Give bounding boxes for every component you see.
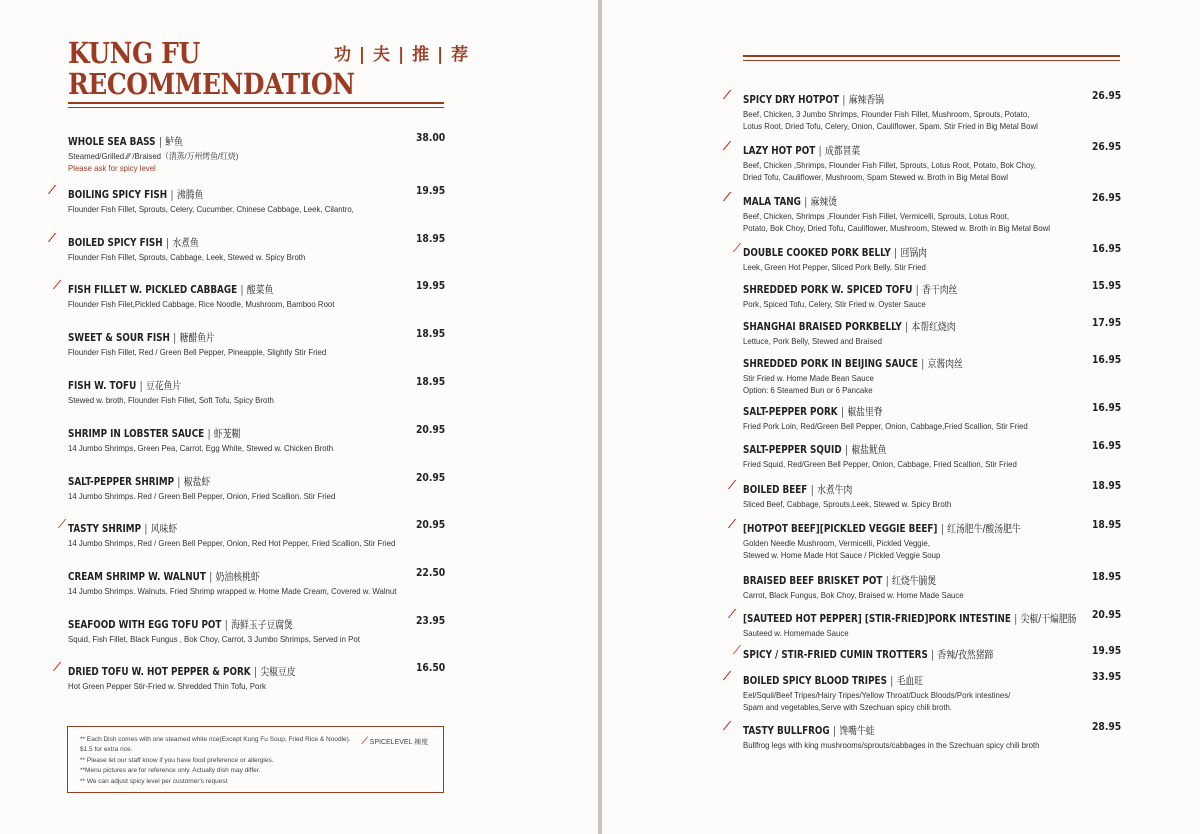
menu-item-name-english: [SAUTEED HOT PEPPER] [STIR-FRIED]PORK INTESTINE <box>743 613 1011 625</box>
menu-item-name-chinese: 水煮牛肉 <box>817 484 853 496</box>
menu-item-price: 26.95 <box>1092 192 1122 204</box>
title-line-1: KUNG FU <box>68 36 200 70</box>
menu-item <box>68 615 385 645</box>
menu-item <box>731 478 969 510</box>
menu-item-description: Squid, Fish Fillet, Black Fungus , Bok Choy, Carrot, 3 Jumbo Shrimps, Served in Pot <box>68 634 360 644</box>
menu-item-name <box>68 664 296 679</box>
separator: | <box>177 476 181 488</box>
separator: | <box>885 575 889 587</box>
menu-item-price: 20.95 <box>416 519 446 531</box>
menu-item-name <box>743 92 884 107</box>
menu-item-description: 14 Jumbo Shrimps. Red / Green Bell Pepper, Onion, Fried Scallion. Stir Fried <box>68 491 336 501</box>
menu-item <box>68 132 253 174</box>
menu-item-name-chinese: 麻辣香锅 <box>848 94 884 106</box>
menu-item-name-english: [HOTPOT BEEF][PICKLED VEGGIE BEEF] <box>743 523 938 535</box>
separator: | <box>144 523 148 535</box>
menu-item-name-chinese: 虾茏糊 <box>213 428 241 440</box>
menu-item-name-chinese: 水煮鱼 <box>172 237 199 249</box>
menu-item-name-english: BOILED SPICY BLOOD TRIPES <box>743 675 887 687</box>
menu-item <box>743 280 998 310</box>
menu-item-name-english: SALT-PEPPER PORK <box>743 406 838 418</box>
menu-item-description: Option: 6 Steamed Bun or 6 Pancake <box>743 385 873 395</box>
separator: | <box>254 666 257 678</box>
menu-item <box>68 472 359 502</box>
menu-item <box>56 278 358 310</box>
menu-item <box>743 354 1005 396</box>
menu-item <box>51 231 326 263</box>
menu-item-description: Bullfrog legs with king mushrooms/sprouts/cabbages in the Szechuan spicy chili broth <box>743 740 1040 750</box>
menu-item-name-english: SHREDDED PORK IN BEIJING SAUCE <box>743 358 918 370</box>
menu-item-name <box>68 474 210 489</box>
menu-item-description: Beef, Chicken, Shrimps ,Flounder Fish Fillet, Vermicelli, Sprouts, Lotus Root, <box>743 211 1009 221</box>
menu-item-name-chinese: 尖椒/干煸肥肠 <box>1020 613 1077 625</box>
menu-item-description: Sliced Beef, Cabbage, Sprouts,Leek, Stewed w. Spicy Broth <box>743 499 952 509</box>
separator: | <box>810 484 814 496</box>
menu-item-name-english: TASTY BULLFROG <box>743 725 830 737</box>
menu-item <box>726 719 1065 751</box>
top-rule-thin <box>743 60 1120 61</box>
separator: | <box>915 284 919 296</box>
menu-item-price: 18.95 <box>1092 519 1122 531</box>
menu-item-name-chinese: 海鲜玉子豆腐煲 <box>231 619 293 631</box>
menu-item-name-english: SHREDDED PORK W. SPICED TOFU <box>743 284 913 296</box>
menu-item-price: 33.95 <box>1092 671 1122 683</box>
menu-item <box>726 139 1061 183</box>
menu-item-name-english: SPICY DRY HOTPOT <box>743 94 839 106</box>
menu-item-price: 18.95 <box>416 233 446 245</box>
menu-item-description: Dried Tofu, Cauliflower, Mushroom, Spam Stewed w. Broth in Big Metal Bowl <box>743 172 1008 182</box>
menu-item-name <box>743 282 957 297</box>
menu-item-description: Hot Green Pepper Stir-Fried w. Shredded Thin Tofu, Pork <box>68 681 266 691</box>
menu-item-price: 26.95 <box>1092 90 1122 102</box>
menu-item-name-chinese: 奶油核桃虾 <box>215 571 260 583</box>
menu-item-price: 20.95 <box>416 424 446 436</box>
menu-item-description: Flounder Fish Fillet, Red / Green Bell Pepper, Pineapple, Slightly Stir Fried <box>68 347 327 357</box>
menu-item-name <box>68 521 177 536</box>
menu-item-name-chinese: 成都冒菜 <box>824 145 861 157</box>
separator: | <box>209 571 213 583</box>
menu-item-description: Potato, Bok Choy, Dried Tofu, Cauliflower, Mushroom, Stewed w. Broth in Big Metal Bowl <box>743 223 1051 233</box>
menu-item <box>726 88 1063 132</box>
menu-item-name-english: SALT-PEPPER SHRIMP <box>68 476 175 488</box>
menu-item-name <box>743 573 936 588</box>
menu-item-name-english: BOILED SPICY FISH <box>68 237 163 249</box>
menu-item-name-english: SWEET & SOUR FISH <box>68 332 170 344</box>
menu-item <box>61 517 424 549</box>
menu-item-description: Spam and vegetables,Serve with Szechuan spicy chili broth. <box>743 702 953 712</box>
menu-item-name-chinese: 豆花鱼片 <box>145 380 182 392</box>
menu-item-description: Stir Fried w. Home Made Bean Sauce <box>743 373 874 383</box>
menu-item-name-chinese: 沸腾鱼 <box>176 189 204 201</box>
menu-item-description: Eel/Squil/Beef Tripes/Hairy Tripes/Yellow Throat/Duck Bloods/Pork intestines/ <box>743 690 1011 700</box>
menu-item-description: Stewed w. Home Made Hot Sauce / Pickled Veggie Soup <box>743 550 941 560</box>
menu-item-description: Pork, Spiced Tofu, Celery, Stir Fried w. Oyster Sauce <box>743 299 926 309</box>
menu-item-name <box>68 569 260 584</box>
menu-item <box>736 241 962 273</box>
separator: | <box>224 619 228 631</box>
menu-item-name-chinese: 椒盐鱿鱼 <box>851 444 887 456</box>
menu-item-description: Fried Pork Loin, Red/Green Bell Pepper, Onion, Cabbage,Fried Scallion, Stir Fried <box>743 421 1028 431</box>
menu-item <box>743 440 1041 470</box>
menu-item-price: 20.95 <box>416 472 446 484</box>
menu-item-name-english: FISH FILLET W. PICKLED CABBAGE <box>68 284 238 296</box>
separator: | <box>173 332 177 344</box>
menu-item-name-chinese: 尖椒豆皮 <box>260 666 296 678</box>
menu-item-description: Flounder Fish Filet,Pickled Cabbage, Rice Noodle, Mushroom, Bamboo Root <box>68 299 335 309</box>
separator: | <box>170 189 174 201</box>
menu-page-left <box>0 0 598 834</box>
separator: | <box>165 237 169 249</box>
menu-item-description: Lotus Root, Dried Tofu, Celery, Onion, Cauliflower, Spam. Stir Fried in Big Metal Bowl <box>743 121 1038 131</box>
menu-item <box>736 643 1041 663</box>
menu-item <box>743 571 983 601</box>
menu-item-price: 16.50 <box>416 662 446 674</box>
menu-item-name <box>743 356 963 371</box>
menu-page-right <box>602 0 1200 834</box>
note-line: ** Please let our staff know if you have food preference or allergies. <box>80 756 274 764</box>
menu-item-name-chinese: 回锅肉 <box>900 247 927 259</box>
menu-item <box>68 567 425 597</box>
menu-item-name-english: SALT-PEPPER SQUID <box>743 444 842 456</box>
menu-item-description: 14 Jumbo Shrimps, Red / Green Bell Pepper, Onion, Red Hot Pepper, Fried Scallion, Stir Fried <box>68 538 396 548</box>
separator: | <box>804 196 808 208</box>
menu-item-price: 28.95 <box>1092 721 1122 733</box>
separator: | <box>833 725 837 737</box>
menu-item-price: 26.95 <box>1092 141 1122 153</box>
menu-item <box>743 402 1052 432</box>
menu-item-name <box>743 404 883 419</box>
separator: | <box>894 247 898 259</box>
menu-item-description: Beef, Chicken, 3 Jumbo Shrimps, Flounder Fish Fillet, Mushroom, Sprouts, Potato, <box>743 109 1030 119</box>
title-rule-thin <box>68 107 444 108</box>
menu-item-price: 19.95 <box>416 185 446 197</box>
menu-item-description: Lettuce, Pork Belly, Stewed and Braised <box>743 336 882 346</box>
spice-legend <box>364 736 428 747</box>
menu-item-name <box>68 617 293 632</box>
menu-item-description: Golden Needle Mushroom, Vermicelli, Pickled Veggie, <box>743 538 930 548</box>
menu-item-price: 22.50 <box>416 567 446 579</box>
note-line: **Menu pictures are for reference only. Actually dish may differ. <box>80 767 261 775</box>
menu-item-name-english: DRIED TOFU W. HOT PEPPER & PORK <box>68 666 251 678</box>
menu-item-name-english: SHRIMP IN LOBSTER SAUCE <box>68 428 205 440</box>
separator: | <box>207 428 211 440</box>
menu-item-name-chinese: 京酱肉丝 <box>927 358 963 370</box>
menu-item-description: 14 Jumbo Shrimps, Green Pea, Carrot, Egg White, Stewed w. Chicken Broth <box>68 443 334 453</box>
menu-item <box>731 607 1140 639</box>
menu-item-name-chinese: 红汤肥牛/酸汤肥牛 <box>947 523 1021 535</box>
menu-item-price: 16.95 <box>1092 402 1122 414</box>
spice-legend-label: SPICELEVEL 辣度 <box>369 739 429 746</box>
separator: | <box>840 406 844 418</box>
title-rule <box>68 102 444 104</box>
menu-item-name-chinese: 麻辣烫 <box>810 196 838 208</box>
notes-box <box>67 726 444 793</box>
menu-item-name-chinese: 鲈鱼 <box>165 136 183 148</box>
menu-item-name-chinese: 酸菜鱼 <box>246 284 274 296</box>
title-chinese: 功 | 夫 | 推 | 荐 <box>334 45 470 65</box>
menu-item-name-chinese: 糖醋鱼片 <box>179 332 215 344</box>
menu-item-name-chinese: 红烧牛腩煲 <box>892 575 937 587</box>
menu-item <box>68 424 356 454</box>
menu-item-price: 20.95 <box>1092 609 1122 621</box>
menu-item <box>726 190 1077 234</box>
menu-item-price: 18.95 <box>1092 480 1122 492</box>
menu-item <box>743 317 996 347</box>
menu-item-name <box>68 235 199 250</box>
menu-item-description: Leek, Green Hot Pepper, Sliced Pork Belly, Stir Fried <box>743 262 926 272</box>
menu-item-price: 23.95 <box>416 615 446 627</box>
separator: | <box>890 675 894 687</box>
menu-item-name-chinese: 风味虾 <box>150 523 178 535</box>
menu-item-description: Stewed w. broth, Flounder Fish Fillet, Soft Tofu, Spicy Broth <box>68 395 274 405</box>
separator: | <box>158 136 162 148</box>
menu-item-price: 18.95 <box>416 376 446 388</box>
separator: | <box>1014 613 1018 625</box>
menu-item-name-english: BRAISED BEEF BRISKET POT <box>743 575 883 587</box>
menu-item-name-english: MALA TANG <box>743 196 801 208</box>
menu-item-name <box>743 319 956 334</box>
chili-pepper-icon: ⁄ <box>364 736 366 747</box>
separator: | <box>240 284 244 296</box>
menu-item-name <box>743 143 860 158</box>
menu-item <box>731 517 1074 561</box>
menu-item-name-chinese: 本帮红烧肉 <box>911 321 956 333</box>
menu-item-name <box>743 521 1021 536</box>
menu-item-name <box>743 611 1076 626</box>
menu-item-name <box>743 245 927 260</box>
menu-item-note: Please ask for spicy level <box>68 163 156 173</box>
menu-item-name <box>743 482 852 497</box>
separator: | <box>845 444 848 456</box>
separator: | <box>139 380 143 392</box>
menu-item-name-chinese: 毛血旺 <box>896 675 924 687</box>
title-line-2: RECOMMENDATION <box>68 67 355 101</box>
menu-item <box>68 328 349 358</box>
menu-item-name-chinese: 馋嘴牛蛙 <box>839 725 875 737</box>
menu-item-name-english: WHOLE SEA BASS <box>68 136 156 148</box>
menu-item-name-english: DOUBLE COOKED PORK BELLY <box>743 247 891 259</box>
menu-item-name-english: SPICY / STIR-FRIED CUMIN TROTTERS <box>743 649 928 661</box>
menu-item <box>68 376 292 406</box>
menu-item-description: Flounder Fish Fillet, Sprouts, Cabbage, Leek, Stewed w. Spicy Broth <box>68 252 306 262</box>
menu-item-name <box>68 426 240 441</box>
separator: | <box>931 649 935 661</box>
note-line: $1.5 for extra rice. <box>80 746 133 754</box>
menu-item-price: 18.95 <box>416 328 446 340</box>
menu-item-name <box>743 194 837 209</box>
menu-item-name <box>743 673 923 688</box>
menu-item-name-english: TASTY SHRIMP <box>68 523 142 535</box>
menu-item-name <box>743 647 993 662</box>
menu-item-name-english: FISH W. TOFU <box>68 380 137 392</box>
menu-item-price: 38.00 <box>416 132 446 144</box>
menu-item-description: Steamed/Grilled ⁄⁄⁄ /Braised（清蒸/万州烤鱼/红烧) <box>68 151 239 161</box>
menu-item-name-english: SEAFOOD WITH EGG TOFU POT <box>68 619 222 631</box>
page-title <box>68 38 355 100</box>
menu-item-name <box>68 187 203 202</box>
menu-item <box>56 660 339 692</box>
separator: | <box>818 145 822 157</box>
note-line: ** Each Dish comes with one steamed white rice(Except Kung Fu Soup, Fried Rice & Noodle). <box>80 736 351 743</box>
menu-item-description: Carrot, Black Fungus, Bok Choy, Braised w. Home Made Sauce <box>743 590 964 600</box>
notes-text <box>80 735 351 787</box>
menu-item-price: 16.95 <box>1092 354 1122 366</box>
menu-item-description: 14 Jumbo Shrimps. Walnuts. Fried Shrimp wrapped w. Home Made Cream, Covered w. Walnut <box>68 586 397 596</box>
menu-item-name-english: LAZY HOT POT <box>743 145 816 157</box>
menu-item-name <box>68 378 181 393</box>
menu-item-name <box>743 723 875 738</box>
menu-item-name-chinese: 香辣/孜然猪蹄 <box>937 649 994 661</box>
menu-item-price: 16.95 <box>1092 440 1122 452</box>
separator: | <box>905 321 909 333</box>
menu-item-name-chinese: 香干肉丝 <box>922 284 958 296</box>
menu-item-description: Fried Squid, Red/Green Bell Pepper, Onion, Cabbage, Fried Scallion, Stir Fried <box>743 459 1017 469</box>
menu-item-name <box>68 134 183 149</box>
menu-item-description: Flounder Fish Fillet, Sprouts, Celery, Cucumber, Chinese Cabbage, Leek, Cilantro, <box>68 204 354 214</box>
separator: | <box>921 358 925 370</box>
menu-item-price: 19.95 <box>416 280 446 292</box>
menu-item-description: Beef, Chicken ,Shrimps, Flounder Fish Fillet, Sprouts, Lotus Root, Potato, Bok Choy, <box>743 160 1036 170</box>
menu-item-price: 15.95 <box>1092 280 1122 292</box>
separator: | <box>842 94 846 106</box>
menu-item-name-english: BOILED BEEF <box>743 484 808 496</box>
menu-item-name <box>743 442 887 457</box>
menu-item-name-english: CREAM SHRIMP W. WALNUT <box>68 571 206 583</box>
top-rule <box>743 55 1120 57</box>
menu-item-name-chinese: 椒盐里脊 <box>847 406 883 418</box>
menu-item <box>726 669 1034 713</box>
menu-item-description: Sauteed w. Homemade Sauce <box>743 628 849 638</box>
menu-item-price: 16.95 <box>1092 243 1122 255</box>
separator: | <box>940 523 944 535</box>
menu-item-price: 17.95 <box>1092 317 1122 329</box>
menu-item-price: 18.95 <box>1092 571 1122 583</box>
menu-item-name-chinese: 椒盐虾 <box>183 476 211 488</box>
menu-item-name-english: SHANGHAI BRAISED PORKBELLY <box>743 321 902 333</box>
menu-item-name-english: BOILING SPICY FISH <box>68 189 168 201</box>
menu-item-name <box>68 330 215 345</box>
menu-item-name <box>68 282 273 297</box>
menu-item <box>51 183 379 215</box>
note-line: ** We can adjust spicy level per customer's request <box>80 777 228 785</box>
menu-item-price: 19.95 <box>1092 645 1122 657</box>
